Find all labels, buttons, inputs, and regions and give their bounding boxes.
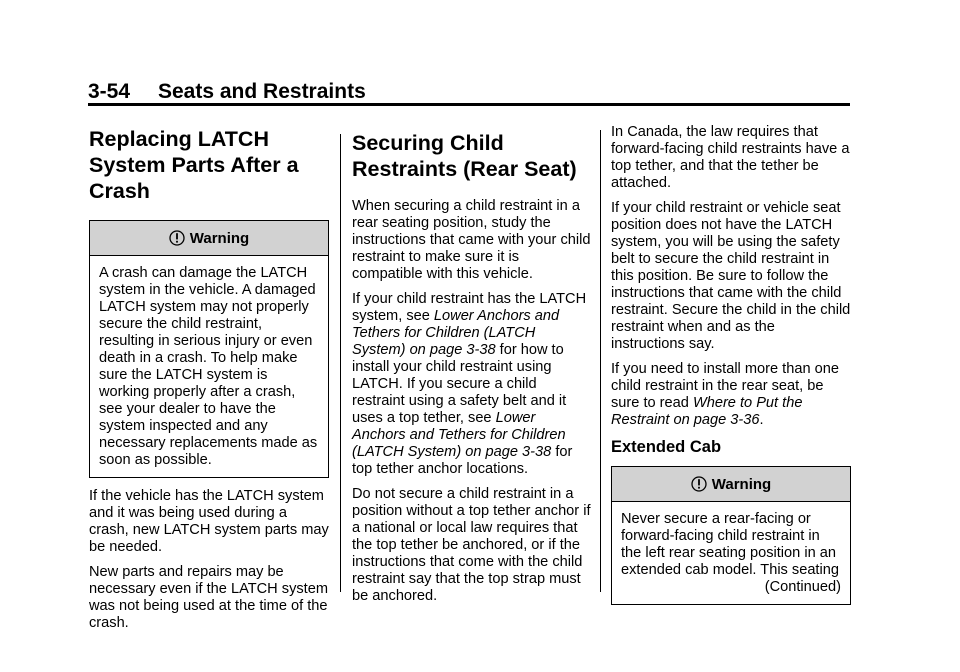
paragraph: In Canada, the law requires that forward-facing child restraints have a top tether, and that the tether be attached.	[611, 124, 850, 191]
paragraph: New parts and repairs may be necessary even if the LATCH system was not being used at the time of the crash.	[89, 564, 328, 631]
warning-body	[612, 502, 850, 604]
heading-securing-child-restraints: Securing Child Restraints (Rear Seat)	[352, 131, 577, 181]
warning-header	[90, 221, 328, 256]
warning-header	[612, 467, 850, 502]
section-title: Seats and Restraints	[158, 80, 366, 103]
heading-replacing-latch: Replacing LATCH System Parts After a Crash	[89, 127, 299, 203]
header-rule	[88, 103, 850, 106]
page-number: 3-54	[88, 80, 131, 103]
paragraph: If you need to install more than one child restraint in the rear seat, be sure to read Where to Put the Restraint on page 3-36.	[611, 361, 839, 428]
warning-box-latch	[89, 220, 329, 478]
paragraph: If your child restraint has the LATCH system, see Lower Anchors and Tethers for Children (LATCH System) on page 3-38 for how to install your child restraint using LATCH. If you secure a child restraint using a safety belt and it uses a top tether, see Lower Anchors and Tethers for Children (LATCH System) on page 3-38 for top tether anchor locations.	[352, 291, 587, 477]
warning-icon	[169, 230, 185, 246]
subheading-extended-cab: Extended Cab	[611, 438, 722, 456]
warning-icon	[691, 476, 707, 492]
warning-box-extended-cab	[611, 466, 851, 605]
paragraph: Do not secure a child restraint in a position without a top tether anchor if a national or local law requires that the top tether be anchored, or if the instructions that come with the child restraint say that the top strap must be anchored.	[352, 486, 591, 604]
paragraph: If your child restraint or vehicle seat position does not have the LATCH system, you will be using the safety belt to secure the child restraint in this position. Be sure to follow the instructions that came with the child restraint. Secure the child in the child restraint when and as the instructions say.	[611, 200, 851, 352]
continued-label: (Continued)	[764, 579, 841, 595]
column-divider-2	[600, 130, 601, 592]
page-header	[88, 80, 366, 104]
paragraph: If the vehicle has the LATCH system and it was being used during a crash, new LATCH system parts may be needed.	[89, 488, 329, 555]
warning-title: Warning	[189, 229, 250, 247]
column-3	[611, 124, 851, 615]
cross-reference-link[interactable]: Lower Anchors and Tethers for Children (LATCH System) on page 3-38	[352, 308, 560, 358]
column-1	[89, 126, 329, 640]
column-2	[352, 130, 592, 613]
warning-text: A crash can damage the LATCH system in the vehicle. A damaged LATCH system may not properly secure the child restraint, resulting in serious injury or even death in a crash. To help make sure the LATCH system is working properly after a crash, see your dealer to have the system inspected and any necessary replacements made as soon as possible.	[99, 265, 318, 468]
column-divider-1	[340, 134, 341, 592]
paragraph: When securing a child restraint in a rear seating position, study the instructions that came with your child restraint to make sure it is compatible with this vehicle.	[352, 198, 591, 282]
cross-reference-link[interactable]: Where to Put the Restraint on page 3-36	[611, 395, 803, 428]
cross-reference-link[interactable]: Lower Anchors and Tethers for Children (LATCH System) on page 3-38	[352, 410, 566, 460]
warning-title: Warning	[711, 475, 772, 493]
warning-text: Never secure a rear-facing or forward-facing child restraint in the left rear seating position in an extended cab model. This seating	[621, 511, 839, 578]
